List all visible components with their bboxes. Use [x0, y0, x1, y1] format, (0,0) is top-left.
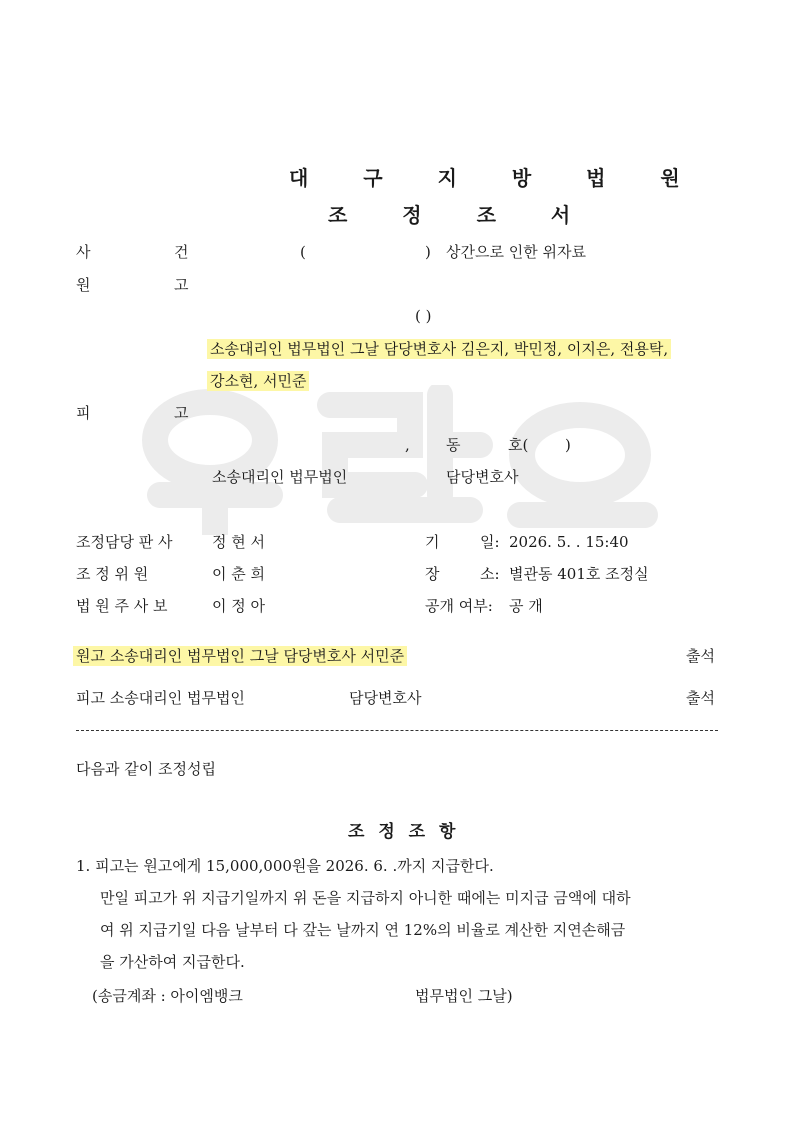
date-label: 기: [425, 533, 440, 551]
defendant-label-char1: 피: [76, 404, 91, 422]
defendant-address-comma: ,: [405, 436, 410, 454]
official-label-judge: 조정담당 판 사: [76, 533, 173, 551]
attendance-defendant-status: 출석: [686, 689, 715, 707]
account-holder: 법무법인 그날): [415, 987, 513, 1005]
defendant-counsel-prefix: 소송대리인 법무법인: [212, 468, 348, 486]
case-paren-open: (: [300, 243, 306, 261]
place-value: 별관동 401호 조정실: [509, 565, 649, 583]
defendant-address-close: ): [565, 436, 571, 454]
established-text: 다음과 같이 조정성립: [76, 760, 216, 778]
public-value: 공 개: [509, 597, 543, 615]
place-colon: 소:: [480, 565, 500, 583]
terms-title: 조 정 조 항: [348, 822, 460, 842]
plaintiff-paren: ( ): [415, 307, 432, 325]
case-title: 상간으로 인한 위자료: [446, 243, 586, 261]
case-label-char2: 건: [174, 243, 189, 261]
watermark-logo: [140, 385, 660, 535]
plaintiff-counsel-text1: 소송대리인 법무법인 그날 담당변호사 김은지, 박민정, 이지은, 전용탁,: [207, 339, 671, 359]
official-name-mediator: 이 춘 희: [212, 565, 266, 583]
attendance-plaintiff: [76, 646, 407, 666]
official-label-clerk: 법 원 주 사 보: [76, 597, 168, 615]
dashed-divider: [76, 730, 718, 731]
attendance-plaintiff-text: 원고 소송대리인 법무법인 그날 담당변호사 서민준: [73, 646, 407, 666]
plaintiff-counsel-line1: [210, 339, 671, 359]
public-label: 공개 여부:: [425, 597, 493, 615]
plaintiff-label-char1: 원: [76, 276, 91, 294]
document-title: 조 정 조 서: [328, 203, 595, 227]
defendant-label-char2: 고: [174, 404, 189, 422]
court-name: 대 구 지 방 법 원: [289, 166, 704, 190]
attendance-defendant-text: 피고 소송대리인 법무법인: [76, 689, 245, 707]
plaintiff-counsel-text2: 강소현, 서민준: [207, 371, 309, 391]
terms-line2: 만일 피고가 위 지급기일까지 위 돈을 지급하지 아니한 때에는 미지급 금액에 대하: [100, 889, 631, 907]
defendant-address-ho: 호(: [508, 436, 529, 454]
place-label: 장: [425, 565, 440, 583]
defendant-address-dong: 동: [446, 436, 461, 454]
attendance-defendant-text2: 담당변호사: [349, 689, 422, 707]
date-value: 2026. 5. . 15:40: [509, 533, 629, 551]
defendant-counsel-suffix: 담당변호사: [446, 468, 519, 486]
case-label-char1: 사: [76, 243, 91, 261]
plaintiff-label-char2: 고: [174, 276, 189, 294]
official-name-clerk: 이 정 아: [212, 597, 266, 615]
terms-line3: 여 위 지급기일 다음 날부터 다 갚는 날까지 연 12%의 비율로 계산한 지연손해금: [100, 921, 626, 939]
plaintiff-counsel-line2: [210, 371, 309, 391]
attendance-plaintiff-status: 출석: [686, 647, 715, 665]
date-colon: 일:: [480, 533, 500, 551]
terms-item1: 1. 피고는 원고에게 15,000,000원을 2026. 6. .까지 지급한다.: [76, 857, 494, 875]
account-label: (송금계좌 : 아이엠뱅크: [92, 987, 243, 1005]
official-label-mediator: 조 정 위 원: [76, 565, 149, 583]
terms-line4: 을 가산하여 지급한다.: [100, 953, 245, 971]
official-name-judge: 정 현 서: [212, 533, 266, 551]
case-paren-close: ): [425, 243, 431, 261]
